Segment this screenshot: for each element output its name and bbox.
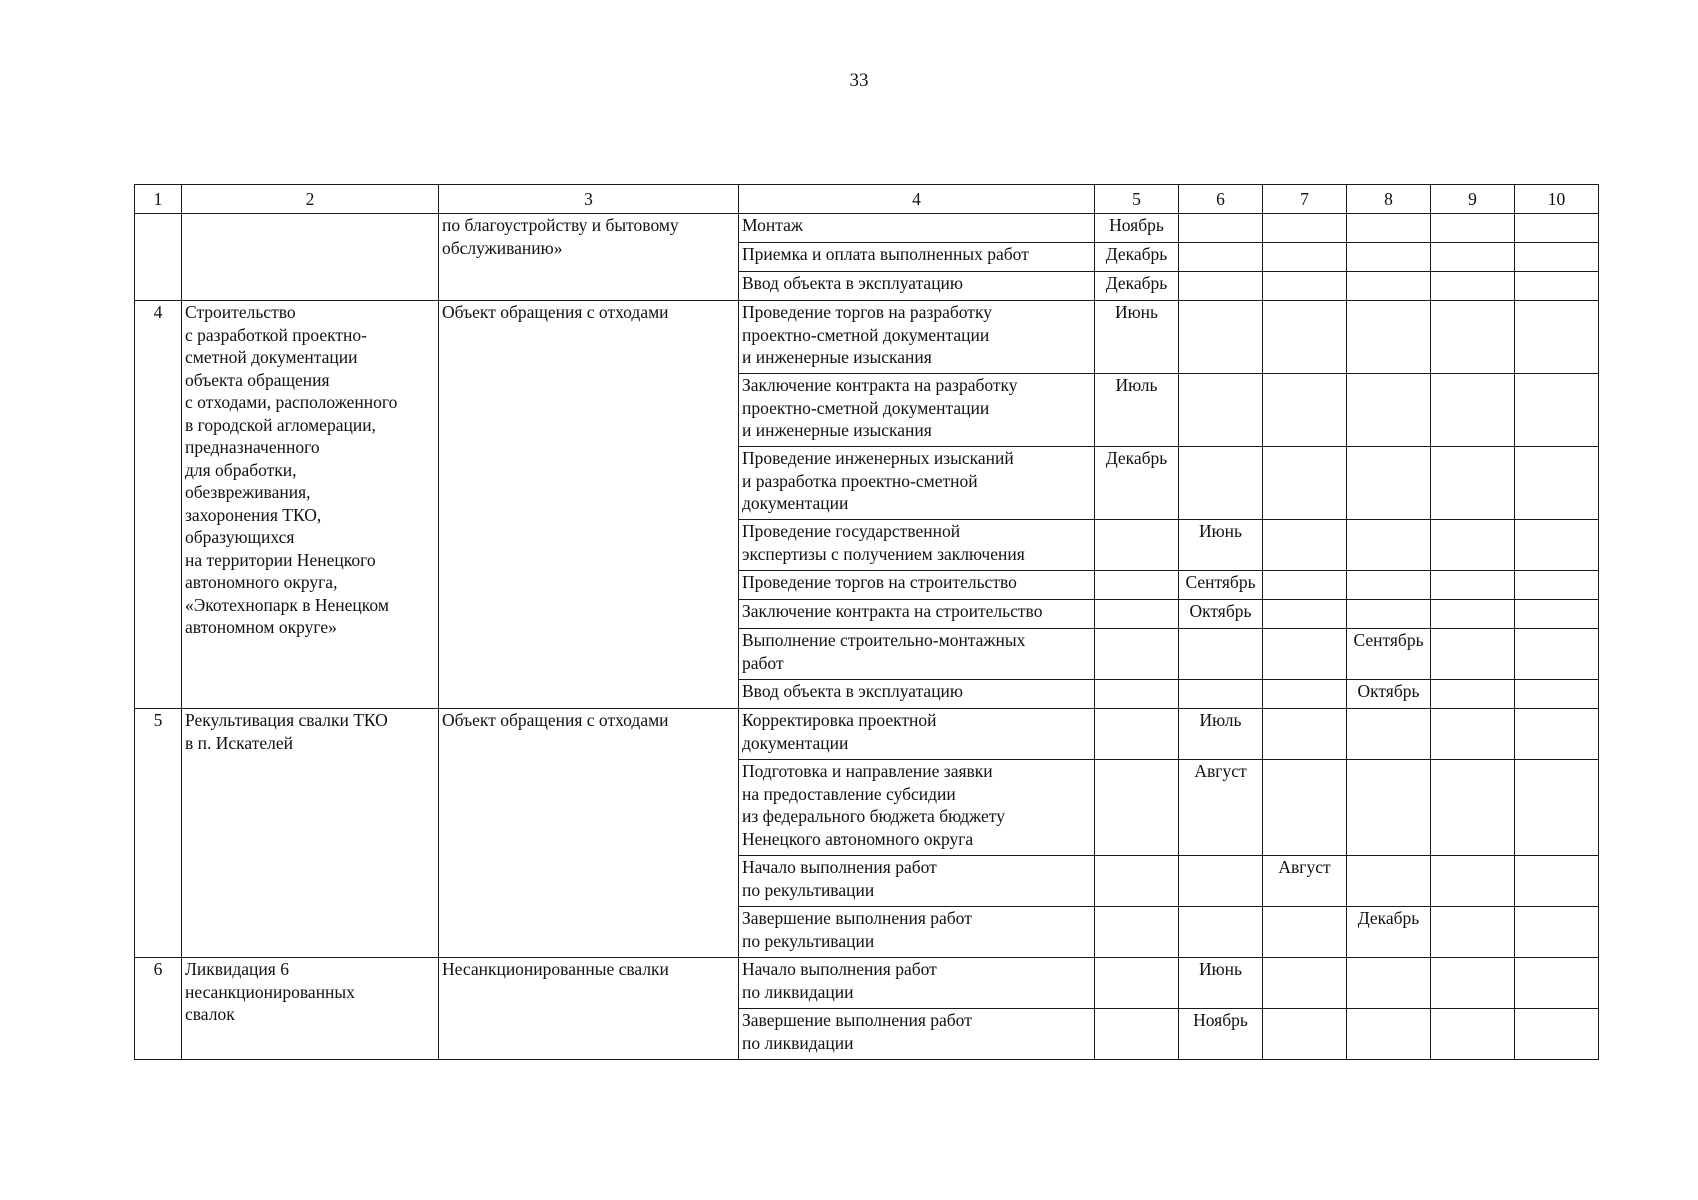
schedule-cell [1431,680,1515,709]
step-description: Монтаж [739,214,1095,243]
schedule-cell: Июль [1179,709,1263,760]
schedule-cell [1179,856,1263,907]
schedule-cell [1263,958,1347,1009]
column-header: 5 [1095,185,1179,214]
schedule-cell: Июнь [1095,301,1179,374]
step-description: Ввод объекта в эксплуатацию [739,680,1095,709]
schedule-cell [1263,760,1347,856]
step-description: Начало выполнения работ по рекультивации [739,856,1095,907]
item-name: Ликвидация 6 несанкционированных свалок [182,958,439,1060]
schedule-cell [1095,520,1179,571]
schedule-cell [1515,680,1599,709]
schedule-cell [1347,709,1431,760]
schedule-cell [1179,680,1263,709]
column-header: 2 [182,185,439,214]
schedule-cell [1347,760,1431,856]
schedule-cell [1515,571,1599,600]
object-type: по благоустройству и бытовому обслуживанию» [439,214,739,301]
table-row [135,214,1599,243]
schedule-cell [1263,907,1347,958]
schedule-cell [1179,447,1263,520]
step-description: Заключение контракта на строительство [739,600,1095,629]
schedule-cell [1347,856,1431,907]
column-header: 7 [1263,185,1347,214]
schedule-cell [1347,374,1431,447]
schedule-cell [1431,272,1515,301]
step-description: Проведение инженерных изысканий и разработка проектно-сметной документации [739,447,1095,520]
schedule-cell [1179,272,1263,301]
column-header: 3 [439,185,739,214]
schedule-cell [1179,374,1263,447]
schedule-table [134,184,1599,1060]
schedule-cell [1263,709,1347,760]
schedule-cell [1515,600,1599,629]
schedule-cell [1263,1009,1347,1060]
schedule-cell [1347,600,1431,629]
step-description: Проведение торгов на строительство [739,571,1095,600]
schedule-cell: Декабрь [1095,447,1179,520]
schedule-cell: Сентябрь [1347,629,1431,680]
schedule-cell [1515,709,1599,760]
schedule-cell [1095,1009,1179,1060]
schedule-cell [1431,1009,1515,1060]
schedule-cell [1515,760,1599,856]
schedule-cell: Октябрь [1179,600,1263,629]
schedule-cell [1515,214,1599,243]
step-description: Начало выполнения работ по ликвидации [739,958,1095,1009]
schedule-cell [1263,629,1347,680]
schedule-cell [1515,243,1599,272]
table-row [135,958,1599,1009]
schedule-cell: Октябрь [1347,680,1431,709]
item-number: 4 [135,301,182,709]
schedule-cell [1095,856,1179,907]
schedule-cell [1431,571,1515,600]
schedule-cell [1347,272,1431,301]
schedule-cell [1515,374,1599,447]
header-row [135,185,1599,214]
schedule-cell [1347,571,1431,600]
schedule-cell [1431,958,1515,1009]
schedule-cell [1347,447,1431,520]
schedule-cell [1095,600,1179,629]
column-header: 9 [1431,185,1515,214]
schedule-cell [1263,214,1347,243]
schedule-cell [1515,272,1599,301]
schedule-cell: Июль [1095,374,1179,447]
schedule-cell [1179,214,1263,243]
schedule-cell [1263,301,1347,374]
schedule-cell [1515,1009,1599,1060]
object-type: Объект обращения с отходами [439,709,739,958]
schedule-cell: Ноябрь [1179,1009,1263,1060]
schedule-cell [1515,629,1599,680]
schedule-cell [1431,447,1515,520]
column-header: 8 [1347,185,1431,214]
object-type: Несанкционированные свалки [439,958,739,1060]
step-description: Выполнение строительно-монтажных работ [739,629,1095,680]
column-header: 6 [1179,185,1263,214]
schedule-cell [1431,301,1515,374]
schedule-cell [1095,958,1179,1009]
schedule-cell [1515,907,1599,958]
schedule-cell [1431,856,1515,907]
schedule-cell [1431,243,1515,272]
schedule-cell [1095,760,1179,856]
item-number: 5 [135,709,182,958]
column-header: 1 [135,185,182,214]
schedule-cell: Июнь [1179,958,1263,1009]
step-description: Подготовка и направление заявки на предоставление субсидии из федерального бюджета бюджету Ненецкого автономного округа [739,760,1095,856]
schedule-cell [1179,301,1263,374]
schedule-cell: Сентябрь [1179,571,1263,600]
schedule-cell: Декабрь [1095,272,1179,301]
schedule-cell [1431,520,1515,571]
schedule-cell [1179,243,1263,272]
schedule-cell [1431,629,1515,680]
schedule-cell: Декабрь [1347,907,1431,958]
schedule-cell [1263,520,1347,571]
schedule-cell: Июнь [1179,520,1263,571]
object-type: Объект обращения с отходами [439,301,739,709]
schedule-cell [1263,243,1347,272]
step-description: Проведение государственной экспертизы с получением заключения [739,520,1095,571]
step-description: Приемка и оплата выполненных работ [739,243,1095,272]
step-description: Проведение торгов на разработку проектно-сметной документации и инженерные изыскания [739,301,1095,374]
schedule-cell [1263,571,1347,600]
schedule-cell [1263,272,1347,301]
column-header: 10 [1515,185,1599,214]
schedule-cell [1431,709,1515,760]
item-name [182,214,439,301]
schedule-cell [1179,629,1263,680]
schedule-cell [1179,907,1263,958]
schedule-body [135,214,1599,1060]
column-header: 4 [739,185,1095,214]
page-number: 33 [849,70,869,91]
schedule-cell [1263,680,1347,709]
schedule-cell [1095,907,1179,958]
schedule-cell [1347,958,1431,1009]
schedule-cell [1347,243,1431,272]
step-description: Заключение контракта на разработку проектно-сметной документации и инженерные изыскания [739,374,1095,447]
schedule-cell [1263,447,1347,520]
step-description: Ввод объекта в эксплуатацию [739,272,1095,301]
schedule-cell [1431,907,1515,958]
table-row [135,709,1599,760]
schedule-cell [1263,600,1347,629]
schedule-cell [1095,571,1179,600]
schedule-cell [1515,856,1599,907]
schedule-cell [1347,214,1431,243]
schedule-cell: Август [1263,856,1347,907]
schedule-cell [1347,301,1431,374]
table-row [135,301,1599,374]
schedule-cell [1431,600,1515,629]
schedule-cell [1431,760,1515,856]
schedule-cell [1515,520,1599,571]
item-number: 6 [135,958,182,1060]
schedule-cell [1347,1009,1431,1060]
step-description: Завершение выполнения работ по ликвидации [739,1009,1095,1060]
item-name: Строительство с разработкой проектно- сметной документации объекта обращения с отходами, расположенного в городской агломерации, предназначенного для обработки, обезвреживания, захоронения ТКО, образующихся на территории Ненецкого автономного округа, «Экотехнопарк в Ненецком автономном округе» [182,301,439,709]
schedule-cell: Ноябрь [1095,214,1179,243]
schedule-cell [1095,629,1179,680]
schedule-cell [1431,214,1515,243]
step-description: Завершение выполнения работ по рекультивации [739,907,1095,958]
schedule-cell [1515,301,1599,374]
schedule-cell [1431,374,1515,447]
schedule-cell: Август [1179,760,1263,856]
schedule-cell [1095,680,1179,709]
schedule-cell [1095,709,1179,760]
schedule-cell [1515,958,1599,1009]
schedule-cell [1263,374,1347,447]
schedule-cell: Декабрь [1095,243,1179,272]
schedule-cell [1347,520,1431,571]
item-name: Рекультивация свалки ТКО в п. Искателей [182,709,439,958]
step-description: Корректировка проектной документации [739,709,1095,760]
schedule-cell [1515,447,1599,520]
item-number [135,214,182,301]
